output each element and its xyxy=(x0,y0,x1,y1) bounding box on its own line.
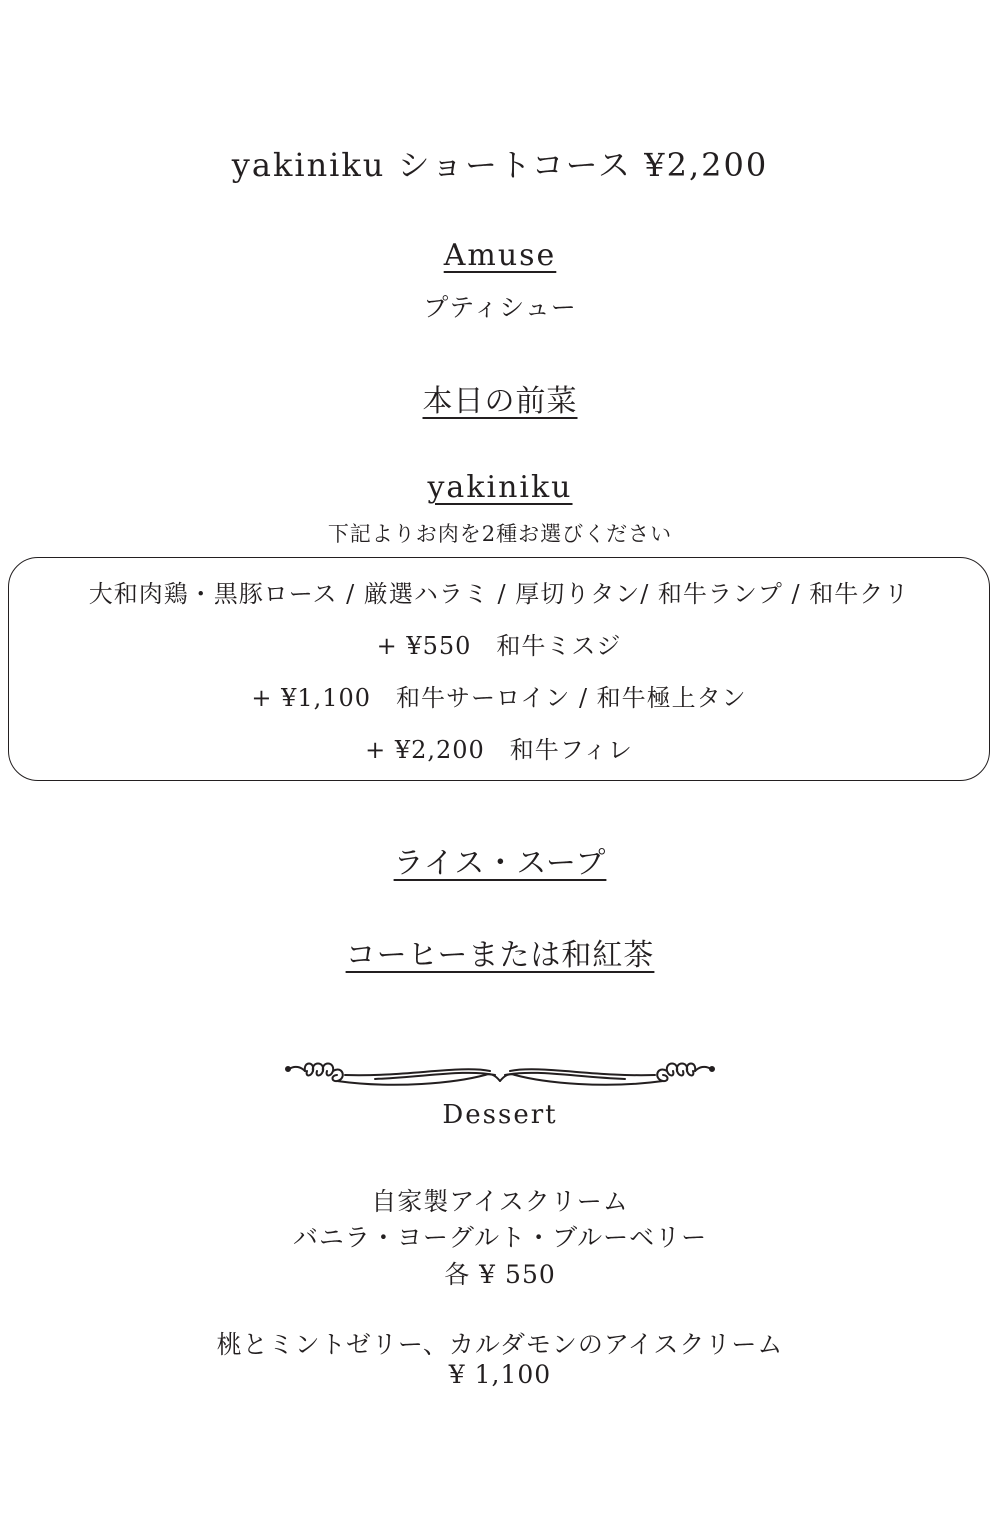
yakiniku-heading xyxy=(0,470,1000,505)
meat-option-upgrade-2200: + ¥2,200 和牛フィレ xyxy=(365,736,633,764)
drink-heading-text: コーヒーまたは和紅茶 xyxy=(345,938,655,973)
dessert-item-name: 自家製アイスクリーム xyxy=(371,1187,629,1216)
meat-option-upgrade-550: + ¥550 和牛ミスジ xyxy=(376,632,622,660)
flourish-divider-icon xyxy=(285,1055,715,1095)
course-title: yakiniku ショートコース ¥2,200 xyxy=(231,146,769,184)
amuse-heading-text: Amuse xyxy=(443,238,557,273)
meat-option-base: 大和肉鶏・黒豚ロース / 厳選ハラミ / 厚切りタン/ 和牛ランプ / 和牛クリ xyxy=(88,580,910,608)
drink-heading xyxy=(0,930,1000,974)
rice-soup-heading xyxy=(0,838,1000,882)
meat-options-box xyxy=(8,557,990,781)
amuse-item: プティシュー xyxy=(423,293,577,322)
dessert-item-price: ¥ 1,100 xyxy=(448,1360,552,1389)
yakiniku-heading-text: yakiniku xyxy=(427,470,573,505)
appetizer-heading-text: 本日の前菜 xyxy=(422,384,578,419)
meat-option-upgrade-1100: + ¥1,100 和牛サーロイン / 和牛極上タン xyxy=(251,684,747,712)
dessert-item-flavors: バニラ・ヨーグルト・ブルーベリー xyxy=(292,1223,708,1252)
dessert-heading: Dessert xyxy=(442,1100,558,1130)
appetizer-heading xyxy=(0,376,1000,420)
rice-soup-heading-text: ライス・スープ xyxy=(393,846,607,881)
dessert-item-price: 各 ¥ 550 xyxy=(444,1260,556,1289)
dessert-item-name: 桃とミントゼリー、カルダモンのアイスクリーム xyxy=(216,1330,784,1359)
yakiniku-note: 下記よりお肉を2種お選びください xyxy=(327,522,673,546)
amuse-heading xyxy=(0,238,1000,273)
